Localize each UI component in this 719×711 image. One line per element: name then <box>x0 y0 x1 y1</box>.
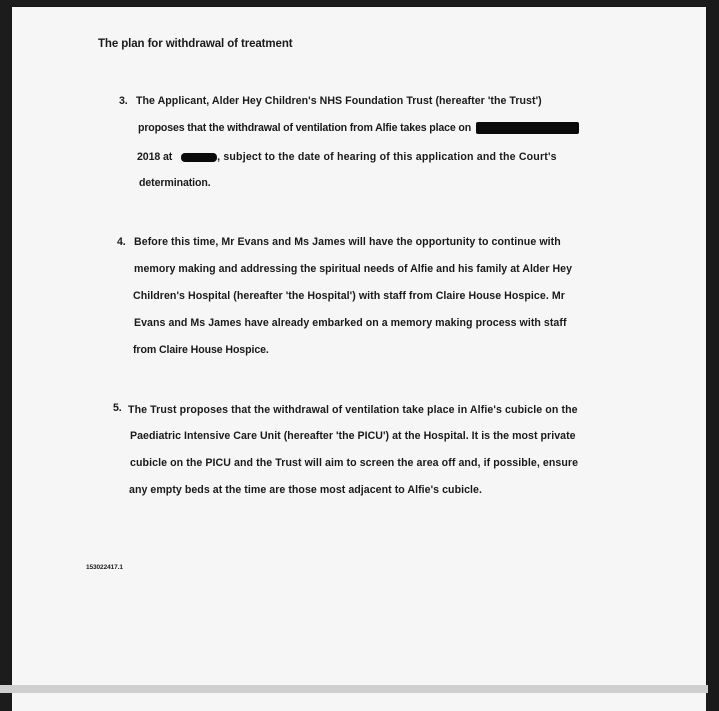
paragraph-line: Paediatric Intensive Care Unit (hereafter 'the PICU') at the Hospital. It is the most private <box>130 430 576 442</box>
redaction-block <box>476 122 579 134</box>
paragraph-number: 5. <box>113 402 122 414</box>
paragraph-line: any empty beds at the time are those most adjacent to Alfie's cubicle. <box>129 484 482 496</box>
redaction-block <box>181 153 217 162</box>
paragraph-line: from Claire House Hospice. <box>133 344 269 356</box>
paragraph-line: The Applicant, Alder Hey Children's NHS Foundation Trust (hereafter 'the Trust') <box>136 95 542 107</box>
paragraph-line: 2018 at , subject to the date of hearing of this application and the Court's <box>137 151 557 163</box>
paragraph-line: Before this time, Mr Evans and Ms James will have the opportunity to continue with <box>134 236 561 248</box>
paragraph-line: memory making and addressing the spiritual needs of Alfie and his family at Alder Hey <box>134 263 572 275</box>
paragraph-line: Children's Hospital (hereafter 'the Hospital') with staff from Claire House Hospice. Mr <box>133 290 565 302</box>
document-reference-number: 153022417.1 <box>86 564 123 571</box>
paragraph-line: Evans and Ms James have already embarked on a memory making process with staff <box>134 317 567 329</box>
document-page <box>12 7 706 685</box>
paragraph-line: proposes that the withdrawal of ventilation from Alfie takes place on <box>138 122 579 134</box>
paragraph-number: 3. <box>119 95 128 107</box>
paragraph-number: 4. <box>117 236 126 248</box>
next-page-top <box>12 693 706 711</box>
viewer-edge <box>708 0 719 711</box>
paragraph-line: The Trust proposes that the withdrawal of ventilation take place in Alfie's cubicle on the <box>128 404 578 416</box>
paragraph-line: determination. <box>139 177 211 189</box>
section-heading: The plan for withdrawal of treatment <box>98 38 293 50</box>
page-separator <box>0 685 719 693</box>
paragraph-line: cubicle on the PICU and the Trust will aim to screen the area off and, if possible, ensure <box>130 457 579 469</box>
